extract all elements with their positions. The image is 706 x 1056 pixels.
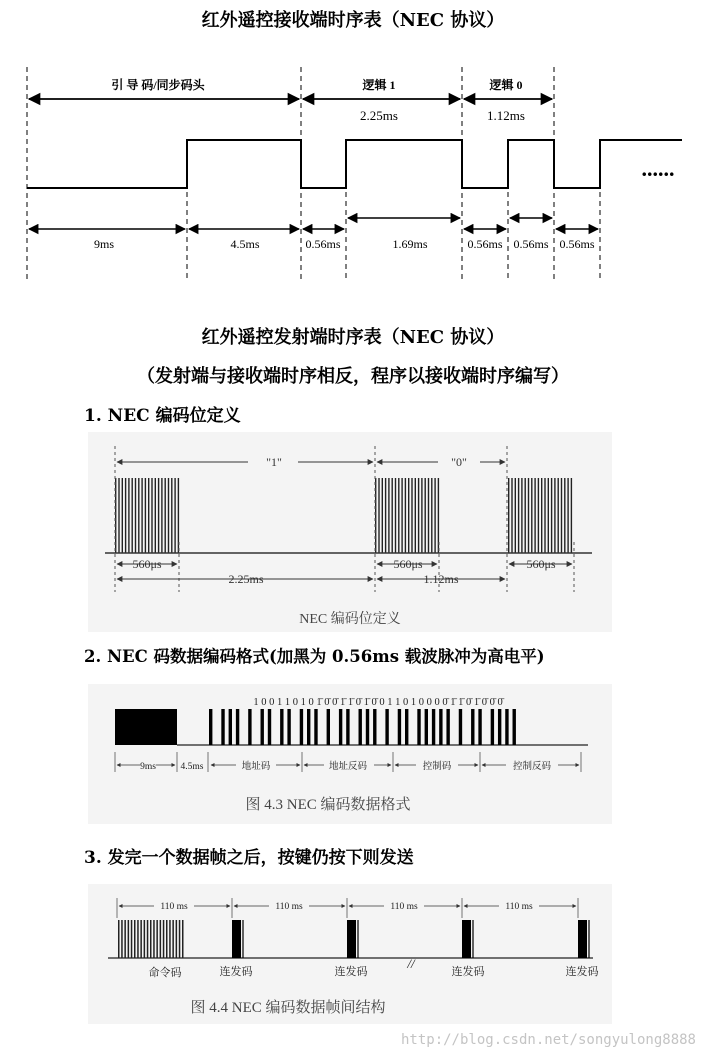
carrier-pulse	[122, 478, 123, 553]
carrier-pulse	[415, 478, 416, 553]
interval-label-4: 110 ms	[505, 902, 533, 912]
receiver-waveform	[27, 140, 682, 188]
period-bit-zero: 1.12ms	[423, 572, 459, 586]
repeat-code-label-2: 连发码	[334, 966, 368, 978]
field-address-inverse: 地址反码	[328, 762, 368, 772]
continuation-dots: ......	[641, 156, 675, 181]
data-pulse	[491, 709, 494, 745]
carrier-pulse	[169, 920, 171, 958]
carrier-pulse	[511, 478, 512, 553]
carrier-pulse	[145, 478, 146, 553]
leader-4.5ms-label: 4.5ms	[180, 762, 204, 772]
logic0-label: 逻辑 0	[489, 78, 523, 92]
data-pulse	[366, 709, 369, 745]
carrier-pulse	[385, 478, 386, 553]
carrier-pulse	[421, 478, 422, 553]
data-pulse	[280, 709, 283, 745]
command-frame-burst	[118, 920, 184, 958]
burst-width-b: 560μs	[393, 557, 423, 571]
carrier-pulse	[548, 478, 549, 553]
logic0-period: 1.12ms	[487, 108, 525, 123]
carrier-pulse	[395, 478, 396, 553]
carrier-pulse	[166, 920, 168, 958]
carrier-pulse	[521, 478, 522, 553]
carrier-pulse	[165, 478, 166, 553]
data-pulse	[339, 709, 342, 745]
carrier-pulse	[567, 478, 568, 553]
carrier-pulse	[515, 478, 516, 553]
carrier-pulse	[534, 478, 535, 553]
repeat-code-label-4: 连发码	[565, 966, 599, 978]
frame-interval-figure	[88, 884, 612, 1024]
carrier-pulse	[401, 478, 402, 553]
carrier-pulse	[118, 478, 119, 553]
leader-label: 引 导 码/同步码头	[111, 78, 205, 92]
carrier-pulse	[525, 478, 526, 553]
carrier-pulse	[171, 478, 172, 553]
carrier-pulse	[518, 478, 519, 553]
data-pulse	[221, 709, 224, 745]
bit-sequence: 1 0 0 1 1 0 1 0 1̄ 0̄ 0̄ 1̄ 1̄ 0̄ 1̄ 0̄ 0 1 1 0 1 0 0 0 0̄ 1̄ 1̄ 0̄ 1̄ 0̄ 0̄ 0̄	[253, 697, 503, 708]
carrier-pulse	[137, 920, 139, 958]
data-pulse	[498, 709, 501, 745]
duration-4.5ms: 4.5ms	[230, 237, 260, 251]
data-pulse	[307, 709, 310, 745]
data-pulse	[346, 709, 349, 745]
carrier-pulse	[411, 478, 412, 553]
receiver-timing-diagram	[0, 52, 706, 282]
field-address: 地址码	[241, 762, 271, 772]
carrier-pulse	[179, 920, 181, 958]
carrier-pulse	[388, 478, 389, 553]
carrier-pulse	[508, 478, 509, 553]
carrier-pulse	[148, 478, 149, 553]
carrier-pulse	[428, 478, 429, 553]
data-pulse	[446, 709, 449, 745]
leader-burst-9ms	[115, 709, 177, 745]
data-pulse	[300, 709, 303, 745]
carrier-pulse	[408, 478, 409, 553]
carrier-pulse	[125, 478, 126, 553]
carrier-pulse	[438, 478, 439, 553]
transmitter-title: 红外遥控发射端时序表（NEC 协议）	[201, 327, 505, 348]
data-pulse	[268, 709, 271, 745]
carrier-pulse	[131, 920, 133, 958]
carrier-pulse	[160, 920, 162, 958]
data-pulse	[471, 709, 474, 745]
duration-0.56ms-c: 0.56ms	[513, 237, 549, 251]
section1-heading: 1. NEC 编码位定义	[84, 406, 241, 426]
repeat-burst-2	[347, 920, 356, 958]
carrier-pulse	[153, 920, 155, 958]
repeat-code-label-3: 连发码	[451, 966, 485, 978]
carrier-pulse	[147, 920, 149, 958]
data-pulse	[327, 709, 330, 745]
carrier-pulse	[551, 478, 552, 553]
data-pulse	[505, 709, 508, 745]
carrier-pulse	[541, 478, 542, 553]
data-pulse	[478, 709, 481, 745]
section2-heading: 2. NEC 码数据编码格式(加黑为 0.56ms 载波脉冲为高电平)	[84, 647, 545, 666]
period-bit-one: 2.25ms	[228, 572, 264, 586]
figure2-caption: 图 4.3 NEC 编码数据格式	[245, 797, 411, 813]
data-pulse	[314, 709, 317, 745]
carrier-pulse	[155, 478, 156, 553]
carrier-pulse	[554, 478, 555, 553]
bit-definition-figure	[88, 432, 612, 632]
carrier-pulse	[418, 478, 419, 553]
burst-width-a: 560μs	[132, 557, 162, 571]
label-bit-one: "1"	[266, 455, 282, 469]
data-pulse	[261, 709, 264, 745]
repeat-burst-3	[462, 920, 471, 958]
carrier-pulse	[151, 478, 152, 553]
carrier-pulse	[150, 920, 152, 958]
transmitter-subtitle: （发射端与接收端时序相反，程序以接收端时序编写）	[137, 366, 569, 387]
carrier-pulse	[141, 478, 142, 553]
logic1-label: 逻辑 1	[362, 78, 396, 92]
carrier-pulse	[128, 478, 129, 553]
data-pulse	[248, 709, 251, 745]
carrier-pulse	[174, 478, 175, 553]
carrier-pulse	[182, 920, 184, 958]
interval-label-2: 110 ms	[275, 902, 303, 912]
leader-9ms-label: 9ms	[140, 762, 156, 772]
carrier-pulse	[544, 478, 545, 553]
carrier-pulse	[168, 478, 169, 553]
repeat-burst-1	[232, 920, 241, 958]
carrier-pulse	[564, 478, 565, 553]
carrier-pulse	[118, 920, 120, 958]
carrier-pulse	[405, 478, 406, 553]
carrier-pulse	[571, 478, 572, 553]
carrier-pulse	[392, 478, 393, 553]
repeat-code-label-1: 连发码	[219, 966, 253, 978]
carrier-pulse	[431, 478, 432, 553]
carrier-pulse	[134, 920, 136, 958]
carrier-pulse	[158, 478, 159, 553]
carrier-pulse	[398, 478, 399, 553]
interval-label-1: 110 ms	[160, 902, 188, 912]
duration-0.56ms-a: 0.56ms	[305, 237, 341, 251]
field-command-inverse: 控制反码	[512, 762, 552, 772]
data-pulse	[287, 709, 290, 745]
data-pulse	[513, 709, 516, 745]
watermark-url: http://blog.csdn.net/songyulong8888	[400, 1032, 696, 1048]
data-pulse	[385, 709, 388, 745]
carrier-pulse	[382, 478, 383, 553]
interval-label-3: 110 ms	[390, 902, 418, 912]
duration-1.69ms: 1.69ms	[392, 237, 428, 251]
command-code-label: 命令码	[148, 967, 182, 979]
logic1-period: 2.25ms	[360, 108, 398, 123]
carrier-pulse	[128, 920, 130, 958]
carrier-pulse	[121, 920, 123, 958]
field-command: 控制码	[422, 762, 452, 772]
figure3-caption: 图 4.4 NEC 编码数据帧间结构	[190, 1000, 386, 1016]
carrier-pulse	[132, 478, 133, 553]
carrier-pulse	[434, 478, 435, 553]
carrier-pulse	[378, 478, 379, 553]
data-pulse	[398, 709, 401, 745]
carrier-pulse	[138, 478, 139, 553]
carrier-pulse	[531, 478, 532, 553]
carrier-pulse	[558, 478, 559, 553]
data-format-figure	[88, 684, 612, 824]
carrier-pulse	[176, 920, 178, 958]
burst-width-c: 560μs	[526, 557, 556, 571]
data-pulse	[373, 709, 376, 745]
data-pulse	[417, 709, 420, 745]
carrier-pulse	[124, 920, 126, 958]
carrier-pulse	[561, 478, 562, 553]
data-pulse	[209, 709, 212, 745]
carrier-pulse	[172, 920, 174, 958]
data-pulse	[459, 709, 462, 745]
data-pulse	[229, 709, 232, 745]
carrier-pulse	[163, 920, 165, 958]
duration-9ms: 9ms	[93, 237, 115, 251]
carrier-pulse	[135, 478, 136, 553]
carrier-pulse	[144, 920, 146, 958]
carrier-pulse	[425, 478, 426, 553]
label-bit-zero: "0"	[451, 455, 467, 469]
data-pulse	[432, 709, 435, 745]
time-break-mark: //	[407, 956, 415, 971]
data-pulse	[236, 709, 239, 745]
repeat-burst-4	[578, 920, 587, 958]
section3-heading: 3. 发完一个数据帧之后，按键仍按下则发送	[84, 848, 414, 868]
carrier-pulse	[161, 478, 162, 553]
duration-0.56ms-d: 0.56ms	[559, 237, 595, 251]
data-pulse	[439, 709, 442, 745]
data-pulse	[359, 709, 362, 745]
carrier-pulse	[140, 920, 142, 958]
data-pulse	[425, 709, 428, 745]
carrier-pulse	[528, 478, 529, 553]
receiver-title: 红外遥控接收端时序表（NEC 协议）	[201, 10, 505, 31]
duration-0.56ms-b: 0.56ms	[467, 237, 503, 251]
figure1-caption: NEC 编码位定义	[299, 612, 401, 627]
carrier-pulse	[178, 478, 179, 553]
carrier-pulse	[538, 478, 539, 553]
data-pulse	[405, 709, 408, 745]
carrier-pulse	[156, 920, 158, 958]
